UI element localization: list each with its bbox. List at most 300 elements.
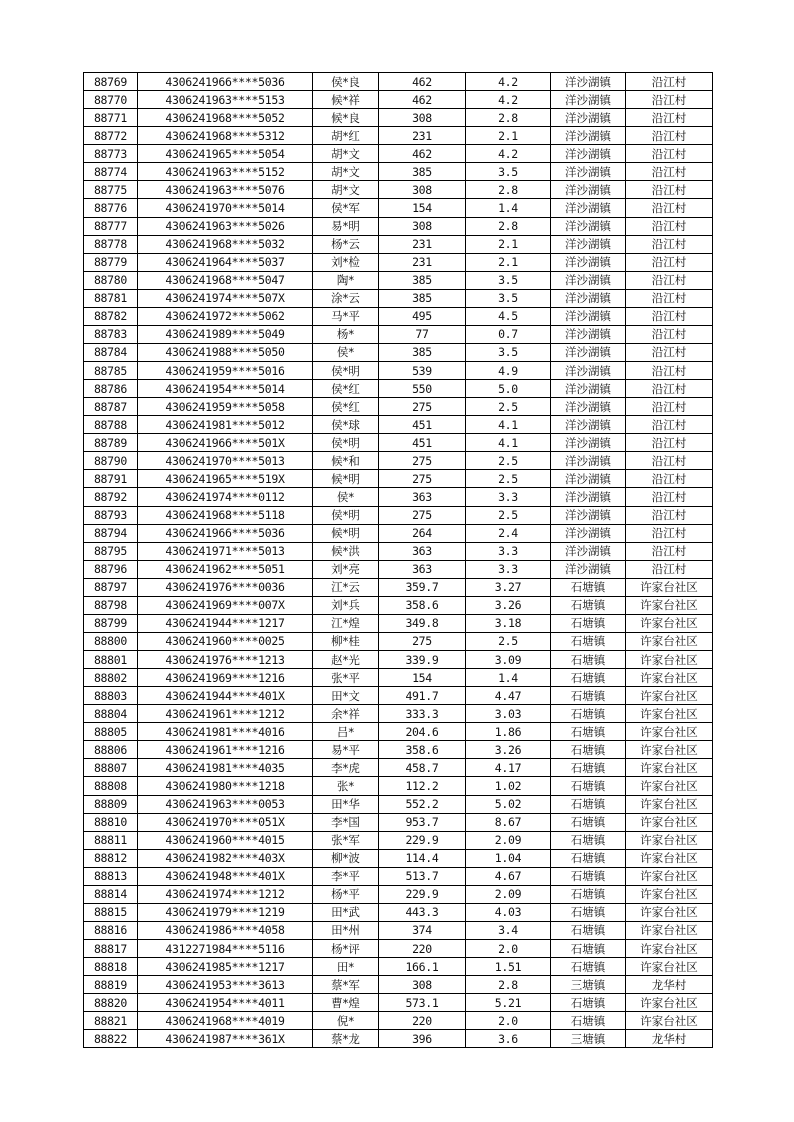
village-cell: 许家台社区 [626,705,713,723]
id-number-cell: 4306241961****1216 [138,741,313,759]
village-cell: 沿江村 [626,470,713,488]
name-cell: 易*平 [313,741,379,759]
amount-cell: 339.9 [379,651,466,669]
amount-cell: 154 [379,669,466,687]
table-row [84,73,713,91]
village-cell: 许家台社区 [626,921,713,939]
quantity-cell: 4.1 [466,416,551,434]
id-number-cell: 4306241971****5013 [138,542,313,560]
amount-cell: 363 [379,542,466,560]
name-cell: 杨*评 [313,940,379,958]
records-table [83,72,713,1048]
quantity-cell: 2.8 [466,181,551,199]
serial-number-cell: 88771 [84,109,138,127]
town-cell: 洋沙湖镇 [551,199,626,217]
quantity-cell: 3.27 [466,578,551,596]
quantity-cell: 2.1 [466,235,551,253]
quantity-cell: 4.1 [466,434,551,452]
table-row [84,362,713,380]
serial-number-cell: 88773 [84,145,138,163]
id-number-cell: 4306241953****3613 [138,976,313,994]
quantity-cell: 3.5 [466,289,551,307]
table-row [84,199,713,217]
village-cell: 沿江村 [626,235,713,253]
quantity-cell: 3.26 [466,596,551,614]
table-row [84,343,713,361]
quantity-cell: 4.03 [466,903,551,921]
amount-cell: 513.7 [379,867,466,885]
serial-number-cell: 88798 [84,596,138,614]
name-cell: 余*祥 [313,705,379,723]
town-cell: 洋沙湖镇 [551,452,626,470]
name-cell: 杨* [313,325,379,343]
town-cell: 洋沙湖镇 [551,542,626,560]
serial-number-cell: 88821 [84,1012,138,1030]
serial-number-cell: 88802 [84,669,138,687]
amount-cell: 166.1 [379,958,466,976]
name-cell: 胡*红 [313,127,379,145]
id-number-cell: 4312271984****5116 [138,940,313,958]
quantity-cell: 1.4 [466,669,551,687]
village-cell: 沿江村 [626,362,713,380]
id-number-cell: 4306241981****4016 [138,723,313,741]
id-number-cell: 4306241989****5049 [138,325,313,343]
table-row [84,488,713,506]
table-row [84,217,713,235]
serial-number-cell: 88804 [84,705,138,723]
town-cell: 石塘镇 [551,795,626,813]
town-cell: 三塘镇 [551,976,626,994]
id-number-cell: 4306241968****5312 [138,127,313,145]
town-cell: 洋沙湖镇 [551,398,626,416]
quantity-cell: 3.3 [466,542,551,560]
amount-cell: 264 [379,524,466,542]
town-cell: 石塘镇 [551,885,626,903]
name-cell: 张*平 [313,669,379,687]
village-cell: 沿江村 [626,416,713,434]
town-cell: 洋沙湖镇 [551,343,626,361]
town-cell: 洋沙湖镇 [551,488,626,506]
amount-cell: 451 [379,416,466,434]
name-cell: 胡*文 [313,163,379,181]
table-row [84,524,713,542]
serial-number-cell: 88775 [84,181,138,199]
amount-cell: 552.2 [379,795,466,813]
village-cell: 沿江村 [626,271,713,289]
serial-number-cell: 88782 [84,307,138,325]
serial-number-cell: 88810 [84,813,138,831]
town-cell: 洋沙湖镇 [551,127,626,145]
serial-number-cell: 88812 [84,849,138,867]
amount-cell: 550 [379,380,466,398]
town-cell: 洋沙湖镇 [551,307,626,325]
amount-cell: 451 [379,434,466,452]
quantity-cell: 2.1 [466,253,551,271]
quantity-cell: 5.0 [466,380,551,398]
id-number-cell: 4306241948****401X [138,867,313,885]
name-cell: 陶* [313,271,379,289]
serial-number-cell: 88769 [84,73,138,91]
town-cell: 石塘镇 [551,921,626,939]
id-number-cell: 4306241959****5058 [138,398,313,416]
amount-cell: 953.7 [379,813,466,831]
quantity-cell: 4.2 [466,73,551,91]
town-cell: 石塘镇 [551,867,626,885]
table-row [84,813,713,831]
village-cell: 沿江村 [626,343,713,361]
serial-number-cell: 88794 [84,524,138,542]
serial-number-cell: 88793 [84,506,138,524]
amount-cell: 385 [379,163,466,181]
village-cell: 许家台社区 [626,651,713,669]
amount-cell: 573.1 [379,994,466,1012]
serial-number-cell: 88772 [84,127,138,145]
name-cell: 田*华 [313,795,379,813]
amount-cell: 374 [379,921,466,939]
name-cell: 张* [313,777,379,795]
quantity-cell: 3.4 [466,921,551,939]
quantity-cell: 3.3 [466,488,551,506]
serial-number-cell: 88820 [84,994,138,1012]
table-row [84,181,713,199]
name-cell: 侯*良 [313,73,379,91]
quantity-cell: 3.09 [466,651,551,669]
serial-number-cell: 88811 [84,831,138,849]
quantity-cell: 3.5 [466,271,551,289]
amount-cell: 349.8 [379,614,466,632]
town-cell: 洋沙湖镇 [551,434,626,452]
town-cell: 石塘镇 [551,687,626,705]
id-number-cell: 4306241944****401X [138,687,313,705]
id-number-cell: 4306241960****4015 [138,831,313,849]
table-row [84,795,713,813]
serial-number-cell: 88822 [84,1030,138,1048]
serial-number-cell: 88819 [84,976,138,994]
amount-cell: 385 [379,271,466,289]
table-row [84,271,713,289]
quantity-cell: 4.17 [466,759,551,777]
table-row [84,578,713,596]
id-number-cell: 4306241968****5047 [138,271,313,289]
name-cell: 田*文 [313,687,379,705]
quantity-cell: 2.09 [466,885,551,903]
id-number-cell: 4306241982****403X [138,849,313,867]
village-cell: 沿江村 [626,452,713,470]
table-row [84,831,713,849]
quantity-cell: 2.1 [466,127,551,145]
amount-cell: 275 [379,398,466,416]
id-number-cell: 4306241963****5153 [138,91,313,109]
quantity-cell: 3.18 [466,614,551,632]
name-cell: 侯*明 [313,434,379,452]
quantity-cell: 3.5 [466,163,551,181]
id-number-cell: 4306241988****5050 [138,343,313,361]
amount-cell: 308 [379,181,466,199]
quantity-cell: 2.8 [466,217,551,235]
village-cell: 沿江村 [626,109,713,127]
serial-number-cell: 88809 [84,795,138,813]
name-cell: 柳*桂 [313,632,379,650]
table-row [84,398,713,416]
village-cell: 沿江村 [626,91,713,109]
town-cell: 洋沙湖镇 [551,217,626,235]
serial-number-cell: 88770 [84,91,138,109]
amount-cell: 385 [379,343,466,361]
id-number-cell: 4306241974****507X [138,289,313,307]
amount-cell: 308 [379,976,466,994]
name-cell: 侯* [313,343,379,361]
town-cell: 洋沙湖镇 [551,524,626,542]
village-cell: 沿江村 [626,434,713,452]
id-number-cell: 4306241962****5051 [138,560,313,578]
amount-cell: 363 [379,560,466,578]
village-cell: 许家台社区 [626,759,713,777]
amount-cell: 462 [379,91,466,109]
id-number-cell: 4306241969****007X [138,596,313,614]
name-cell: 刘*兵 [313,596,379,614]
name-cell: 田*州 [313,921,379,939]
town-cell: 洋沙湖镇 [551,109,626,127]
id-number-cell: 4306241970****5014 [138,199,313,217]
table-row [84,289,713,307]
amount-cell: 458.7 [379,759,466,777]
village-cell: 沿江村 [626,307,713,325]
quantity-cell: 2.8 [466,109,551,127]
id-number-cell: 4306241959****5016 [138,362,313,380]
village-cell: 许家台社区 [626,795,713,813]
name-cell: 胡*文 [313,145,379,163]
amount-cell: 220 [379,1012,466,1030]
village-cell: 沿江村 [626,380,713,398]
name-cell: 侯*红 [313,380,379,398]
serial-number-cell: 88783 [84,325,138,343]
amount-cell: 229.9 [379,831,466,849]
table-row [84,145,713,163]
table-row [84,976,713,994]
village-cell: 许家台社区 [626,741,713,759]
name-cell: 候*明 [313,524,379,542]
name-cell: 张*军 [313,831,379,849]
id-number-cell: 4306241970****051X [138,813,313,831]
village-cell: 沿江村 [626,488,713,506]
amount-cell: 363 [379,488,466,506]
name-cell: 侯*明 [313,362,379,380]
quantity-cell: 3.6 [466,1030,551,1048]
id-number-cell: 4306241976****1213 [138,651,313,669]
amount-cell: 495 [379,307,466,325]
amount-cell: 333.3 [379,705,466,723]
name-cell: 蔡*龙 [313,1030,379,1048]
serial-number-cell: 88801 [84,651,138,669]
quantity-cell: 1.4 [466,199,551,217]
id-number-cell: 4306241972****5062 [138,307,313,325]
name-cell: 侯* [313,488,379,506]
id-number-cell: 4306241985****1217 [138,958,313,976]
records-table-body [84,73,713,1048]
name-cell: 涂*云 [313,289,379,307]
town-cell: 洋沙湖镇 [551,380,626,398]
name-cell: 李*平 [313,867,379,885]
serial-number-cell: 88789 [84,434,138,452]
village-cell: 沿江村 [626,145,713,163]
village-cell: 龙华村 [626,1030,713,1048]
serial-number-cell: 88779 [84,253,138,271]
id-number-cell: 4306241964****5037 [138,253,313,271]
town-cell: 石塘镇 [551,614,626,632]
table-row [84,325,713,343]
quantity-cell: 1.04 [466,849,551,867]
town-cell: 石塘镇 [551,903,626,921]
table-row [84,253,713,271]
amount-cell: 385 [379,289,466,307]
quantity-cell: 4.2 [466,91,551,109]
table-row [84,940,713,958]
serial-number-cell: 88785 [84,362,138,380]
quantity-cell: 2.8 [466,976,551,994]
name-cell: 蔡*军 [313,976,379,994]
id-number-cell: 4306241963****5076 [138,181,313,199]
quantity-cell: 3.5 [466,343,551,361]
town-cell: 三塘镇 [551,1030,626,1048]
name-cell: 胡*文 [313,181,379,199]
quantity-cell: 4.2 [466,145,551,163]
quantity-cell: 2.0 [466,940,551,958]
id-number-cell: 4306241963****5026 [138,217,313,235]
town-cell: 石塘镇 [551,741,626,759]
village-cell: 许家台社区 [626,831,713,849]
village-cell: 许家台社区 [626,940,713,958]
amount-cell: 358.6 [379,741,466,759]
serial-number-cell: 88792 [84,488,138,506]
amount-cell: 359.7 [379,578,466,596]
id-number-cell: 4306241986****4058 [138,921,313,939]
id-number-cell: 4306241976****0036 [138,578,313,596]
table-row [84,380,713,398]
name-cell: 刘*亮 [313,560,379,578]
table-row [84,885,713,903]
serial-number-cell: 88777 [84,217,138,235]
id-number-cell: 4306241979****1219 [138,903,313,921]
id-number-cell: 4306241980****1218 [138,777,313,795]
town-cell: 石塘镇 [551,596,626,614]
town-cell: 洋沙湖镇 [551,181,626,199]
table-row [84,1012,713,1030]
table-row [84,506,713,524]
id-number-cell: 4306241968****5032 [138,235,313,253]
town-cell: 石塘镇 [551,777,626,795]
name-cell: 易*明 [313,217,379,235]
amount-cell: 77 [379,325,466,343]
village-cell: 沿江村 [626,524,713,542]
town-cell: 石塘镇 [551,813,626,831]
village-cell: 沿江村 [626,217,713,235]
serial-number-cell: 88817 [84,940,138,958]
quantity-cell: 4.67 [466,867,551,885]
table-row [84,307,713,325]
town-cell: 石塘镇 [551,632,626,650]
table-row [84,452,713,470]
name-cell: 侯*球 [313,416,379,434]
id-number-cell: 4306241987****361X [138,1030,313,1048]
name-cell: 候*明 [313,470,379,488]
town-cell: 石塘镇 [551,759,626,777]
town-cell: 洋沙湖镇 [551,325,626,343]
table-row [84,416,713,434]
village-cell: 沿江村 [626,542,713,560]
id-number-cell: 4306241970****5013 [138,452,313,470]
town-cell: 石塘镇 [551,723,626,741]
quantity-cell: 2.4 [466,524,551,542]
table-row [84,777,713,795]
village-cell: 许家台社区 [626,777,713,795]
quantity-cell: 2.5 [466,632,551,650]
table-row [84,849,713,867]
serial-number-cell: 88795 [84,542,138,560]
amount-cell: 112.2 [379,777,466,795]
town-cell: 洋沙湖镇 [551,91,626,109]
village-cell: 沿江村 [626,181,713,199]
name-cell: 柳*波 [313,849,379,867]
table-row [84,235,713,253]
village-cell: 许家台社区 [626,596,713,614]
amount-cell: 308 [379,109,466,127]
amount-cell: 396 [379,1030,466,1048]
quantity-cell: 1.86 [466,723,551,741]
amount-cell: 275 [379,470,466,488]
table-row [84,687,713,705]
name-cell: 曹*煌 [313,994,379,1012]
amount-cell: 539 [379,362,466,380]
village-cell: 许家台社区 [626,813,713,831]
village-cell: 许家台社区 [626,958,713,976]
serial-number-cell: 88816 [84,921,138,939]
quantity-cell: 3.3 [466,560,551,578]
name-cell: 候*祥 [313,91,379,109]
table-row [84,1030,713,1048]
quantity-cell: 8.67 [466,813,551,831]
table-row [84,614,713,632]
name-cell: 杨*云 [313,235,379,253]
id-number-cell: 4306241974****0112 [138,488,313,506]
table-row [84,127,713,145]
village-cell: 沿江村 [626,506,713,524]
serial-number-cell: 88799 [84,614,138,632]
town-cell: 石塘镇 [551,669,626,687]
serial-number-cell: 88791 [84,470,138,488]
table-row [84,759,713,777]
table-row [84,741,713,759]
quantity-cell: 4.47 [466,687,551,705]
id-number-cell: 4306241963****5152 [138,163,313,181]
serial-number-cell: 88808 [84,777,138,795]
village-cell: 许家台社区 [626,614,713,632]
amount-cell: 154 [379,199,466,217]
table-row [84,470,713,488]
village-cell: 沿江村 [626,127,713,145]
serial-number-cell: 88814 [84,885,138,903]
id-number-cell: 4306241963****0053 [138,795,313,813]
quantity-cell: 1.02 [466,777,551,795]
table-row [84,91,713,109]
village-cell: 许家台社区 [626,885,713,903]
serial-number-cell: 88800 [84,632,138,650]
serial-number-cell: 88774 [84,163,138,181]
id-number-cell: 4306241966****5036 [138,73,313,91]
amount-cell: 114.4 [379,849,466,867]
amount-cell: 275 [379,632,466,650]
village-cell: 沿江村 [626,73,713,91]
table-row [84,903,713,921]
